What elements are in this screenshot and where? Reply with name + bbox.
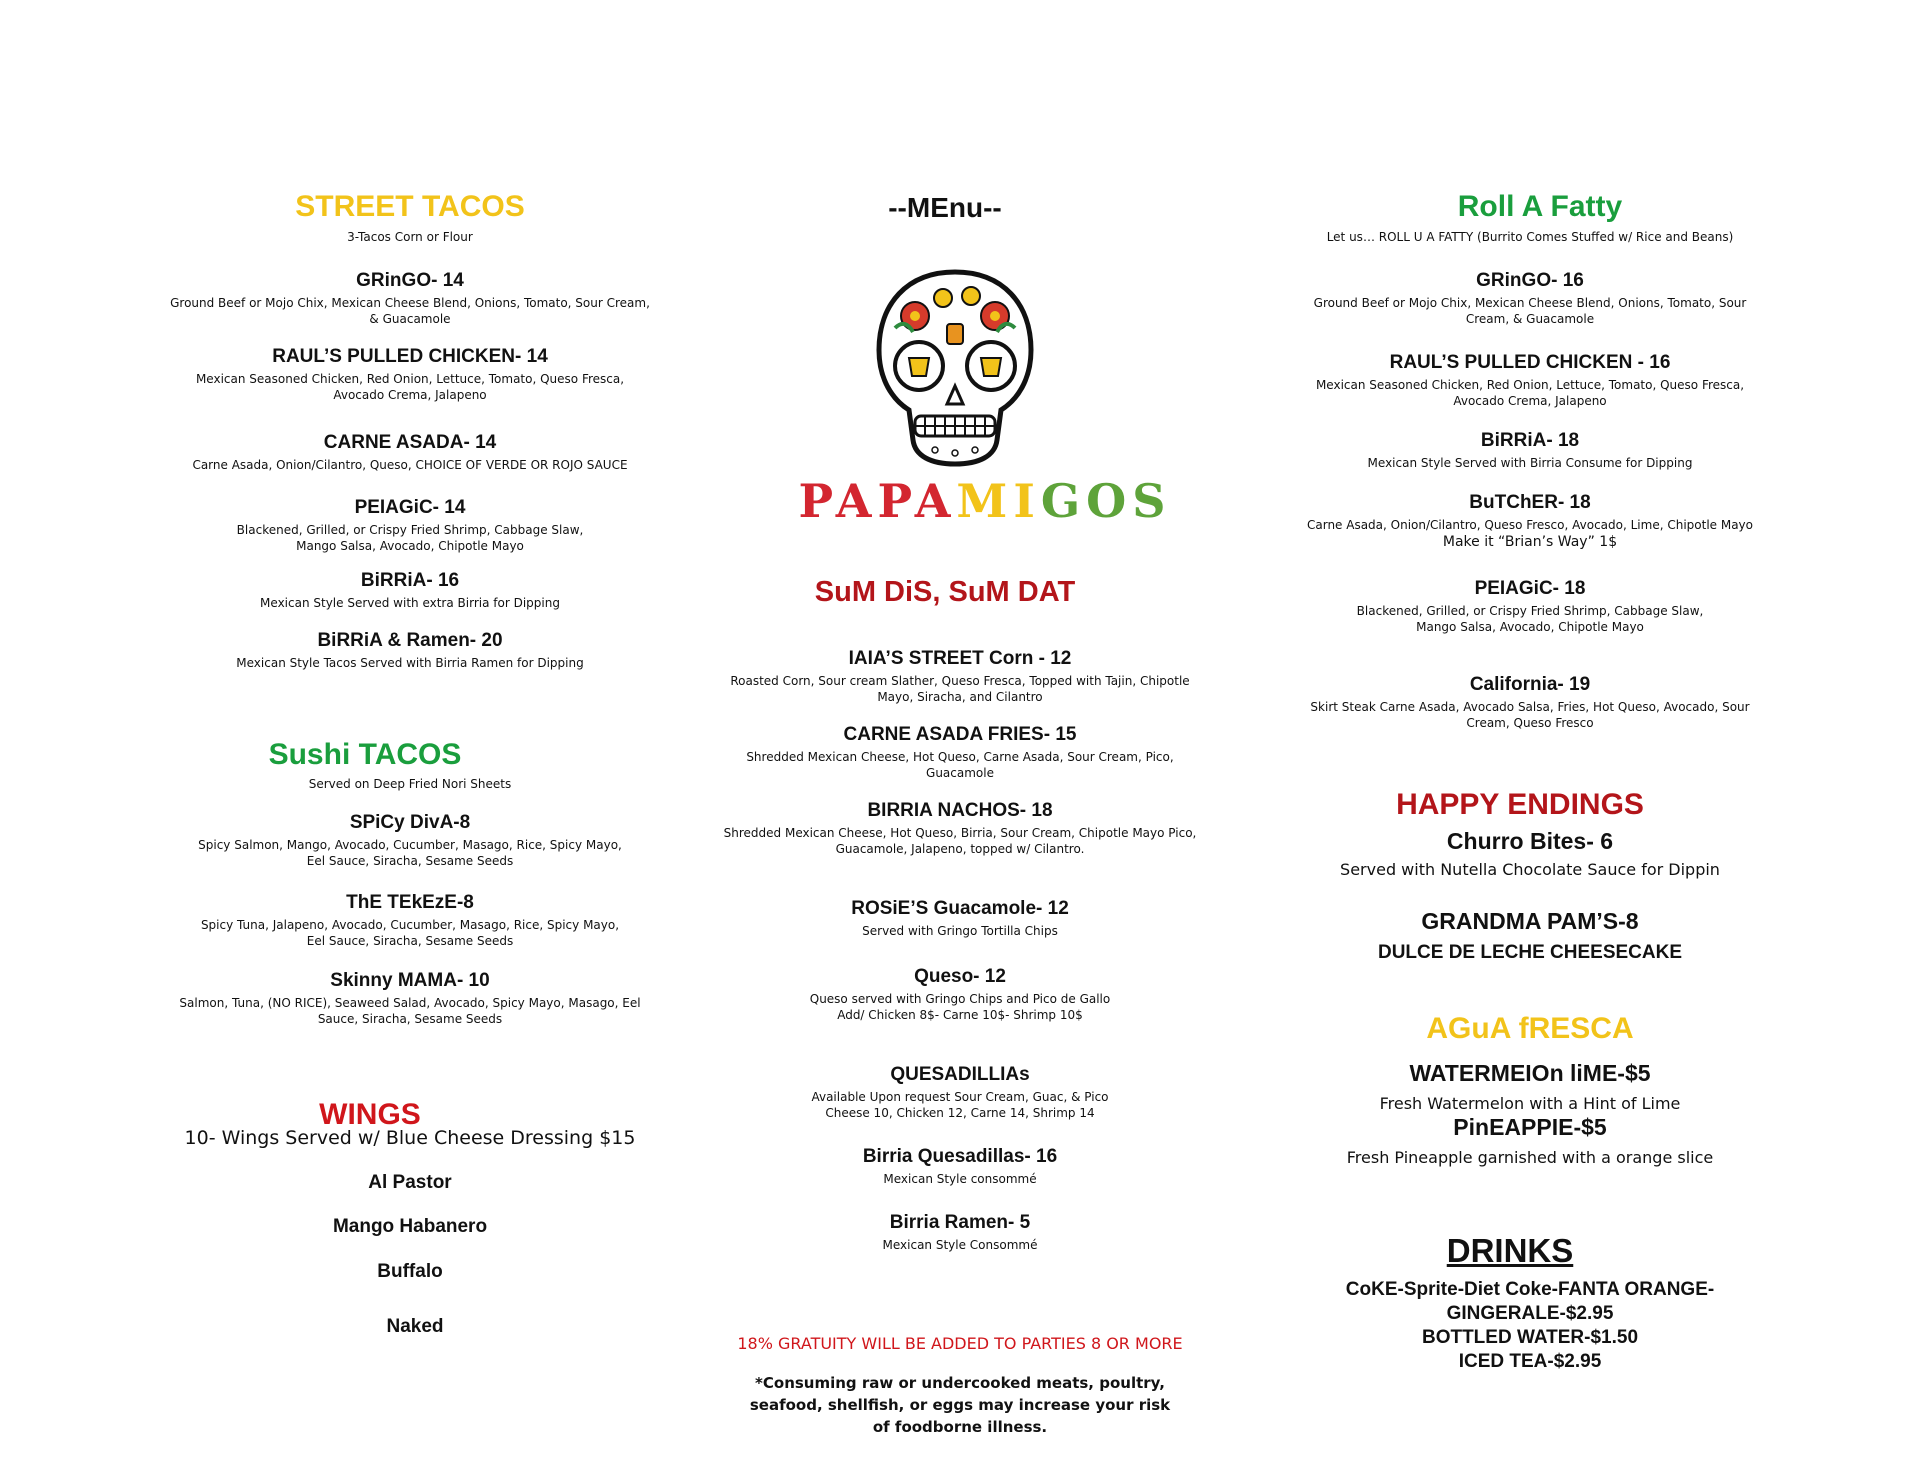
item-desc: Spicy Tuna, Jalapeno, Avocado, Cucumber, Masago, Rice, Spicy Mayo, Eel Sauce, Siracha, Sesame Seeds — [200, 918, 620, 948]
item-name: SPiCy DivA-8 — [349, 812, 471, 833]
menu-heading: --MEnu-- — [888, 192, 1002, 223]
sushi-tacos-subtitle: Served on Deep Fried Nori Sheets — [308, 777, 512, 791]
drinks-title: DRINKS — [1446, 1232, 1574, 1269]
papamigos-logo-text — [750, 474, 1220, 528]
item-desc: Blackened, Grilled, or Crispy Fried Shrimp, Cabbage Slaw, Mango Salsa, Avocado, Chipotle Mayo — [236, 523, 584, 553]
street-tacos-title: STREET TACOS — [295, 190, 525, 223]
item-name: PEIAGiC- 18 — [1474, 578, 1586, 599]
item-name: GRinGO- 14 — [356, 270, 464, 291]
item-name: GRinGO- 16 — [1476, 270, 1584, 291]
item-desc: Mexican Style Served with Birria Consume for Dipping — [1367, 456, 1693, 470]
roll-a-fatty-title: Roll A Fatty — [1457, 190, 1623, 223]
item-name: Birria Ramen- 5 — [889, 1212, 1031, 1233]
menu-item — [170, 270, 650, 327]
item-name: BiRRiA- 18 — [1480, 430, 1580, 451]
wing-flavor: Mango Habanero — [332, 1216, 488, 1237]
menu-item — [700, 800, 1220, 857]
food-safety-warning: *Consuming raw or undercooked meats, poultry, seafood, shellfish, or eggs may increase your risk of foodborne illness. — [749, 1374, 1171, 1436]
wing-flavor: Al Pastor — [368, 1172, 452, 1193]
drink-line: GINGERALE-$2.95 — [1446, 1303, 1614, 1324]
item-name: IAIA’S STREET Corn - 12 — [848, 648, 1072, 669]
item-desc: Shredded Mexican Cheese, Hot Queso, Birria, Sour Cream, Chipotle Mayo Pico, Guacamole, Jalapeno, topped w/ Cilantro. — [723, 826, 1197, 856]
item-desc: Salmon, Tuna, (NO RICE), Seaweed Salad, Avocado, Spicy Mayo, Masago, Eel Sauce, Siracha, Sesame Seeds — [179, 996, 641, 1026]
item-desc: Queso served with Gringo Chips and Pico de Gallo — [809, 992, 1111, 1006]
sushi-tacos-title: Sushi TACOS — [268, 738, 462, 771]
brand-part: MI — [956, 474, 1041, 528]
item-desc: Fresh Watermelon with a Hint of Lime — [1379, 1094, 1681, 1113]
item-name: Churro Bites- 6 — [1446, 828, 1614, 854]
item-desc: Spicy Salmon, Mango, Avocado, Cucumber, Masago, Rice, Spicy Mayo, Eel Sauce, Siracha, Sesame Seeds — [198, 838, 622, 868]
item-name: BuTChER- 18 — [1469, 492, 1591, 513]
menu-item — [1295, 492, 1765, 550]
menu-item — [1295, 674, 1765, 731]
item-desc: Mexican Style Served with extra Birria for Dipping — [260, 596, 560, 610]
wing-flavor: Naked — [386, 1316, 444, 1337]
menu-item — [170, 432, 650, 473]
menu-item — [700, 1212, 1220, 1253]
item-desc: Roasted Corn, Sour cream Slather, Queso Fresca, Topped with Tajin, Chipotle Mayo, Siracha, and Cilantro — [730, 674, 1190, 704]
drink-line: BOTTLED WATER-$1.50 — [1421, 1327, 1639, 1348]
happy-endings-title: HAPPY ENDINGS — [1396, 788, 1644, 821]
item-name: PinEAPPIE-$5 — [1453, 1114, 1607, 1140]
menu-item — [1295, 430, 1765, 471]
item-name: RAUL’S PULLED CHICKEN- 14 — [272, 346, 548, 367]
wings-title: WINGS — [319, 1098, 421, 1131]
item-name: Birria Quesadillas- 16 — [862, 1146, 1058, 1167]
item-name: RAUL’S PULLED CHICKEN - 16 — [1389, 352, 1671, 373]
wings-subtitle: 10- Wings Served w/ Blue Cheese Dressing $15 — [184, 1127, 636, 1149]
item-desc: Blackened, Grilled, or Crispy Fried Shrimp, Cabbage Slaw, Mango Salsa, Avocado, Chipotle Mayo — [1356, 604, 1704, 634]
menu-item — [700, 1064, 1220, 1121]
item-desc: Mexican Seasoned Chicken, Red Onion, Lettuce, Tomato, Queso Fresca, Avocado Crema, Jalapeno — [1315, 378, 1745, 408]
item-desc: Ground Beef or Mojo Chix, Mexican Cheese Blend, Onions, Tomato, Sour Cream, & Guacamole — [170, 296, 650, 326]
menu-item — [1295, 270, 1765, 327]
item-desc: Mexican Style consommé — [883, 1172, 1037, 1186]
item-name: CARNE ASADA- 14 — [323, 432, 497, 453]
drink-line: CoKE-Sprite-Diet Coke-FANTA ORANGE- — [1345, 1279, 1715, 1300]
menu-item — [170, 812, 650, 869]
menu-item — [700, 898, 1220, 939]
item-name: BIRRIA NACHOS- 18 — [867, 800, 1053, 821]
item-desc: Mexican Style Consommé — [882, 1238, 1038, 1252]
item-name: California- 19 — [1469, 674, 1591, 695]
drink-line: ICED TEA-$2.95 — [1458, 1351, 1602, 1372]
sugar-skull-logo — [875, 268, 1035, 468]
agua-fresca-title: AGuA fRESCA — [1426, 1012, 1634, 1045]
item-desc: Add/ Chicken 8$- Carne 10$- Shrimp 10$ — [837, 1008, 1083, 1022]
item-desc: Skirt Steak Carne Asada, Avocado Salsa, Fries, Hot Queso, Avocado, Sour Cream, Queso Fresco — [1310, 700, 1750, 730]
wing-flavor: Buffalo — [377, 1261, 443, 1282]
menu-item — [700, 966, 1220, 1023]
item-desc: Shredded Mexican Cheese, Hot Queso, Carne Asada, Sour Cream, Pico, Guacamole — [746, 750, 1174, 780]
item-desc: Carne Asada, Onion/Cilantro, Queso, CHOICE OF VERDE OR ROJO SAUCE — [192, 458, 628, 472]
item-desc: Mexican Style Tacos Served with Birria Ramen for Dipping — [236, 656, 584, 670]
item-name: WATERMEIOn liME-$5 — [1409, 1060, 1651, 1086]
item-desc: DULCE DE LECHE CHEESECAKE — [1377, 942, 1683, 963]
item-desc: Carne Asada, Onion/Cilantro, Queso Fresco, Avocado, Lime, Chipotle Mayo — [1306, 518, 1753, 532]
item-name: PEIAGiC- 14 — [354, 497, 466, 518]
item-desc: Served with Nutella Chocolate Sauce for Dippin — [1340, 860, 1720, 879]
item-name: Queso- 12 — [914, 966, 1006, 987]
item-desc: Served with Gringo Tortilla Chips — [862, 924, 1058, 938]
menu-item — [170, 346, 650, 403]
brand-part: GOS — [1040, 474, 1172, 528]
menu-item — [170, 497, 650, 554]
item-name: GRANDMA PAM’S-8 — [1421, 908, 1639, 934]
menu-item — [700, 648, 1220, 705]
item-name: ROSiE’S Guacamole- 12 — [851, 898, 1069, 919]
gratuity-notice: 18% GRATUITY WILL BE ADDED TO PARTIES 8 OR MORE — [737, 1334, 1183, 1353]
street-tacos-subtitle: 3-Tacos Corn or Flour — [347, 230, 473, 244]
item-desc: Fresh Pineapple garnished with a orange slice — [1346, 1148, 1714, 1167]
item-desc: Available Upon request Sour Cream, Guac, & Pico Cheese 10, Chicken 12, Carne 14, Shrimp 14 — [811, 1090, 1109, 1120]
item-name: BiRRiA & Ramen- 20 — [317, 630, 503, 651]
drinks-list — [1295, 1278, 1765, 1374]
menu-item — [170, 970, 650, 1027]
item-desc: Ground Beef or Mojo Chix, Mexican Cheese Blend, Onions, Tomato, Sour Cream, & Guacamole — [1313, 296, 1747, 326]
menu-item — [700, 1146, 1220, 1187]
roll-a-fatty-subtitle: Let us… ROLL U A FATTY (Burrito Comes Stuffed w/ Rice and Beans) — [1326, 230, 1734, 244]
item-name: ThE TEkEzE-8 — [346, 892, 474, 913]
item-name: QUESADILLIAs — [890, 1064, 1030, 1085]
item-name: BiRRiA- 16 — [360, 570, 460, 591]
menu-item — [170, 892, 650, 949]
item-name: CARNE ASADA FRIES- 15 — [843, 724, 1077, 745]
menu-item — [170, 630, 650, 671]
item-desc: Mexican Seasoned Chicken, Red Onion, Lettuce, Tomato, Queso Fresca, Avocado Crema, Jalapeno — [195, 372, 625, 402]
item-name: Skinny MAMA- 10 — [330, 970, 490, 991]
item-desc: Make it “Brian’s Way” 1$ — [1442, 534, 1618, 550]
sum-dis-title: SuM DiS, SuM DAT — [814, 576, 1076, 608]
menu-item — [1295, 578, 1765, 635]
menu-item — [700, 724, 1220, 781]
brand-part: PAPA — [798, 474, 957, 528]
menu-item — [1295, 352, 1765, 409]
menu-item — [170, 570, 650, 611]
